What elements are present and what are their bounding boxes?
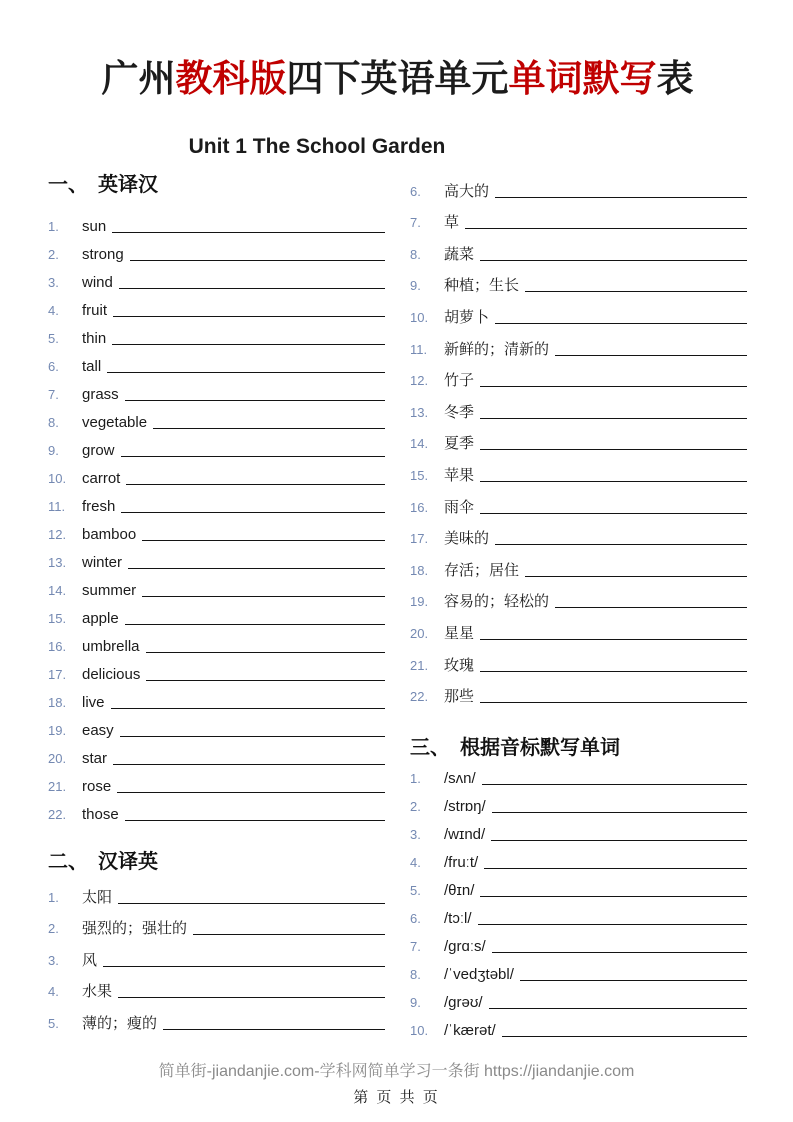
list-item: [410, 583, 747, 615]
item-number: 20.: [410, 625, 429, 641]
list-item: [48, 239, 385, 267]
list-item: [410, 267, 747, 299]
item-text: 太阳: [82, 888, 113, 906]
item-text: /ˈvedʒtəbl/: [444, 966, 514, 984]
answer-line: [111, 708, 385, 709]
list-item: [410, 903, 747, 931]
item-text: live: [82, 694, 105, 711]
item-number: 11.: [410, 341, 428, 357]
item-number: 3.: [48, 275, 59, 290]
list-item: [48, 491, 385, 519]
answer-line: [142, 540, 385, 541]
item-number: 18.: [410, 562, 429, 578]
item-text: 草: [444, 214, 460, 232]
footer-site-text: 简单街-jiandanjie.com-学科网简单学习一条街 https://jiandanjie.com: [158, 1063, 635, 1080]
answer-line: [113, 316, 385, 317]
answer-line: [119, 288, 385, 289]
list-item: [48, 771, 385, 799]
item-text: strong: [82, 246, 124, 263]
item-text: easy: [82, 722, 114, 739]
item-text: /wɪnd/: [444, 826, 486, 844]
answer-line: [480, 260, 747, 261]
list-item: [48, 407, 385, 435]
list-item: [410, 520, 747, 552]
answer-line: [489, 1008, 747, 1009]
list-item: [48, 910, 385, 942]
list-item: [48, 575, 385, 603]
answer-line: [502, 1036, 747, 1037]
item-number: 8.: [48, 415, 59, 430]
item-text: 高大的: [444, 182, 490, 200]
item-text: /ˈkærət/: [444, 1022, 496, 1040]
list-item: [410, 847, 747, 875]
answer-line: [484, 868, 747, 869]
footer-page-number: 第 页 共 页: [353, 1089, 440, 1106]
list-item: [48, 211, 385, 239]
answer-line: [520, 980, 747, 981]
item-text: apple: [82, 610, 119, 627]
item-number: 5.: [48, 331, 59, 346]
list-item: [48, 379, 385, 407]
item-number: 5.: [410, 883, 421, 899]
item-text: 夏季: [444, 435, 475, 453]
item-number: 22.: [410, 689, 429, 705]
title-part: 广州: [101, 58, 176, 99]
item-text: 种植；生长: [444, 277, 520, 295]
answer-line: [480, 639, 747, 640]
item-text: grass: [82, 386, 119, 403]
answer-line: [142, 596, 385, 597]
item-text: winter: [82, 554, 123, 571]
item-text: /tɔːl/: [444, 910, 472, 928]
answer-line: [130, 260, 385, 261]
answer-line: [492, 952, 747, 953]
list-item: [48, 743, 385, 771]
item-number: 1.: [48, 219, 59, 234]
answer-line: [525, 576, 747, 577]
list-item: [410, 488, 747, 520]
item-number: 8.: [410, 967, 421, 983]
list-item: [410, 678, 747, 710]
list-item: [48, 267, 385, 295]
answer-line: [128, 568, 385, 569]
item-number: 7.: [410, 939, 421, 955]
list-item: [48, 973, 385, 1005]
item-text: thin: [82, 330, 107, 347]
item-number: 21.: [410, 657, 429, 673]
item-text: 新鲜的；清新的: [444, 340, 550, 358]
item-number: 13.: [48, 555, 67, 570]
item-number: 17.: [410, 531, 429, 547]
page-title: [48, 56, 747, 102]
page-footer: [0, 1063, 793, 1106]
item-number: 4.: [410, 855, 421, 871]
answer-line: [482, 784, 747, 785]
item-text: /strɒŋ/: [444, 798, 486, 816]
answer-line: [153, 428, 385, 429]
section-heading-en-to-cn: 一、 英译汉: [48, 174, 158, 196]
item-text: bamboo: [82, 526, 137, 543]
list-item: [410, 330, 747, 362]
item-number: 10.: [410, 309, 429, 325]
item-number: 9.: [48, 443, 59, 458]
list-item: [410, 763, 747, 791]
item-text: /ɡrɑːs/: [444, 938, 486, 956]
answer-line: [480, 418, 747, 419]
section-heading-phonetic: 三、 根据音标默写单词: [410, 737, 620, 760]
answer-line: [125, 624, 385, 625]
answer-line: [146, 652, 385, 653]
item-text: umbrella: [82, 638, 140, 655]
item-text: fresh: [82, 498, 116, 515]
list-item: [410, 1015, 747, 1043]
answer-line: [146, 680, 385, 681]
item-number: 9.: [410, 995, 421, 1011]
phonetic-list: [410, 763, 747, 1043]
answer-line: [480, 513, 747, 514]
cn-to-en-list-part1: [48, 878, 385, 1036]
answer-line: [491, 840, 747, 841]
list-item: [410, 393, 747, 425]
title-part-highlight: 教科版: [175, 58, 287, 99]
answer-line: [103, 966, 385, 967]
answer-line: [495, 323, 747, 324]
answer-line: [525, 291, 747, 292]
answer-line: [113, 764, 385, 765]
item-number: 19.: [48, 723, 67, 738]
list-item: [410, 204, 747, 236]
list-item: [410, 425, 747, 457]
item-text: delicious: [82, 666, 141, 683]
item-number: 1.: [48, 889, 59, 905]
item-text: /ɡrəʊ/: [444, 994, 483, 1012]
item-number: 2.: [410, 799, 421, 815]
list-item: [48, 715, 385, 743]
answer-line: [121, 456, 385, 457]
answer-line: [112, 232, 385, 233]
item-number: 21.: [48, 779, 67, 794]
answer-line: [126, 484, 385, 485]
item-text: /fruːt/: [444, 854, 479, 872]
title-part: 四下英语单元: [286, 58, 509, 99]
list-item: [48, 878, 385, 910]
list-item: [410, 362, 747, 394]
item-number: 12.: [48, 527, 67, 542]
list-item: [48, 659, 385, 687]
list-item: [410, 551, 747, 583]
item-number: 6.: [410, 911, 421, 927]
item-number: 7.: [410, 215, 421, 231]
answer-line: [555, 355, 747, 356]
item-number: 13.: [410, 404, 429, 420]
item-text: 蔬菜: [444, 245, 475, 263]
list-item: [410, 875, 747, 903]
list-item: [48, 1004, 385, 1036]
left-column: [48, 172, 385, 1043]
item-number: 3.: [48, 952, 59, 968]
answer-line: [193, 934, 385, 935]
item-number: 4.: [48, 984, 59, 1000]
item-text: 强烈的；强壮的: [82, 920, 188, 938]
answer-line: [125, 400, 385, 401]
item-number: 7.: [48, 387, 59, 402]
item-text: vegetable: [82, 414, 148, 431]
item-text: 薄的；瘦的: [82, 1014, 158, 1032]
answer-line: [465, 228, 747, 229]
item-number: 2.: [48, 921, 59, 937]
answer-line: [163, 1029, 385, 1030]
answer-line: [492, 812, 747, 813]
item-number: 9.: [410, 278, 421, 294]
list-item: [410, 298, 747, 330]
answer-line: [118, 997, 385, 998]
item-text: fruit: [82, 302, 108, 319]
list-item: [410, 931, 747, 959]
item-text: 星星: [444, 624, 475, 642]
item-number: 14.: [410, 436, 429, 452]
answer-line: [495, 544, 747, 545]
item-number: 11.: [48, 499, 66, 514]
answer-line: [118, 903, 385, 904]
list-item: [410, 614, 747, 646]
item-number: 4.: [48, 303, 59, 318]
item-number: 10.: [48, 471, 67, 486]
list-item: [410, 456, 747, 488]
answer-line: [480, 671, 747, 672]
item-text: 容易的；轻松的: [444, 593, 550, 611]
item-number: 3.: [410, 827, 421, 843]
item-number: 10.: [410, 1023, 429, 1039]
item-number: 19.: [410, 594, 429, 610]
item-number: 12.: [410, 373, 429, 389]
item-text: 存活；居住: [444, 561, 520, 579]
list-item: [48, 295, 385, 323]
list-item: [48, 603, 385, 631]
item-number: 6.: [410, 183, 421, 199]
answer-line: [480, 896, 747, 897]
item-text: rose: [82, 778, 112, 795]
item-text: carrot: [82, 470, 121, 487]
en-to-cn-list: [48, 211, 385, 827]
item-text: 雨伞: [444, 498, 475, 516]
item-text: wind: [82, 274, 113, 291]
answer-line: [120, 736, 385, 737]
item-text: 风: [82, 951, 98, 969]
item-number: 15.: [410, 467, 429, 483]
item-number: 17.: [48, 667, 67, 682]
right-column: [410, 172, 747, 1043]
answer-line: [121, 512, 385, 513]
item-number: 16.: [410, 499, 429, 515]
item-text: those: [82, 806, 119, 823]
answer-line: [480, 481, 747, 482]
item-number: 2.: [48, 247, 59, 262]
item-text: /sʌn/: [444, 770, 476, 788]
list-item: [48, 351, 385, 379]
item-text: 胡萝卜: [444, 308, 490, 326]
list-item: [48, 687, 385, 715]
two-column-layout: [48, 172, 747, 1043]
list-item: [410, 819, 747, 847]
list-item: [410, 235, 747, 267]
answer-line: [480, 702, 747, 703]
item-number: 18.: [48, 695, 67, 710]
answer-line: [555, 607, 747, 608]
item-number: 20.: [48, 751, 67, 766]
item-number: 5.: [48, 1015, 59, 1031]
list-item: [410, 172, 747, 204]
item-number: 14.: [48, 583, 67, 598]
item-number: 1.: [410, 771, 421, 787]
list-item: [48, 463, 385, 491]
item-text: star: [82, 750, 108, 767]
item-number: 6.: [48, 359, 59, 374]
list-item: [48, 519, 385, 547]
list-item: [410, 987, 747, 1015]
list-item: [48, 631, 385, 659]
list-item: [48, 323, 385, 351]
answer-line: [107, 372, 385, 373]
list-item: [410, 791, 747, 819]
list-item: [410, 646, 747, 678]
answer-line: [117, 792, 385, 793]
item-text: /θɪn/: [444, 882, 475, 900]
section-heading-cn-to-en: 二、 汉译英: [48, 851, 158, 873]
answer-line: [495, 197, 747, 198]
item-text: 水果: [82, 983, 113, 1001]
item-text: 美味的: [444, 530, 490, 548]
answer-line: [480, 449, 747, 450]
answer-line: [478, 924, 747, 925]
list-item: [48, 799, 385, 827]
item-number: 15.: [48, 611, 67, 626]
item-text: summer: [82, 582, 137, 599]
item-number: 16.: [48, 639, 67, 654]
title-part-highlight: 单词默写: [508, 58, 657, 99]
item-text: 苹果: [444, 466, 475, 484]
item-text: tall: [82, 358, 102, 375]
item-number: 22.: [48, 807, 67, 822]
title-part: 表: [656, 58, 694, 99]
item-text: sun: [82, 218, 107, 235]
item-text: 竹子: [444, 372, 475, 390]
list-item: [410, 959, 747, 987]
item-text: 冬季: [444, 403, 475, 421]
list-item: [48, 435, 385, 463]
item-number: 8.: [410, 246, 421, 262]
list-item: [48, 547, 385, 575]
item-text: 那些: [444, 688, 475, 706]
answer-line: [480, 386, 747, 387]
list-item: [48, 941, 385, 973]
answer-line: [125, 820, 385, 821]
answer-line: [112, 344, 385, 345]
item-text: 玫瑰: [444, 656, 475, 674]
item-text: grow: [82, 442, 115, 459]
unit-title: Unit 1 The School Garden: [188, 135, 446, 158]
cn-to-en-list-part2: [410, 172, 747, 709]
